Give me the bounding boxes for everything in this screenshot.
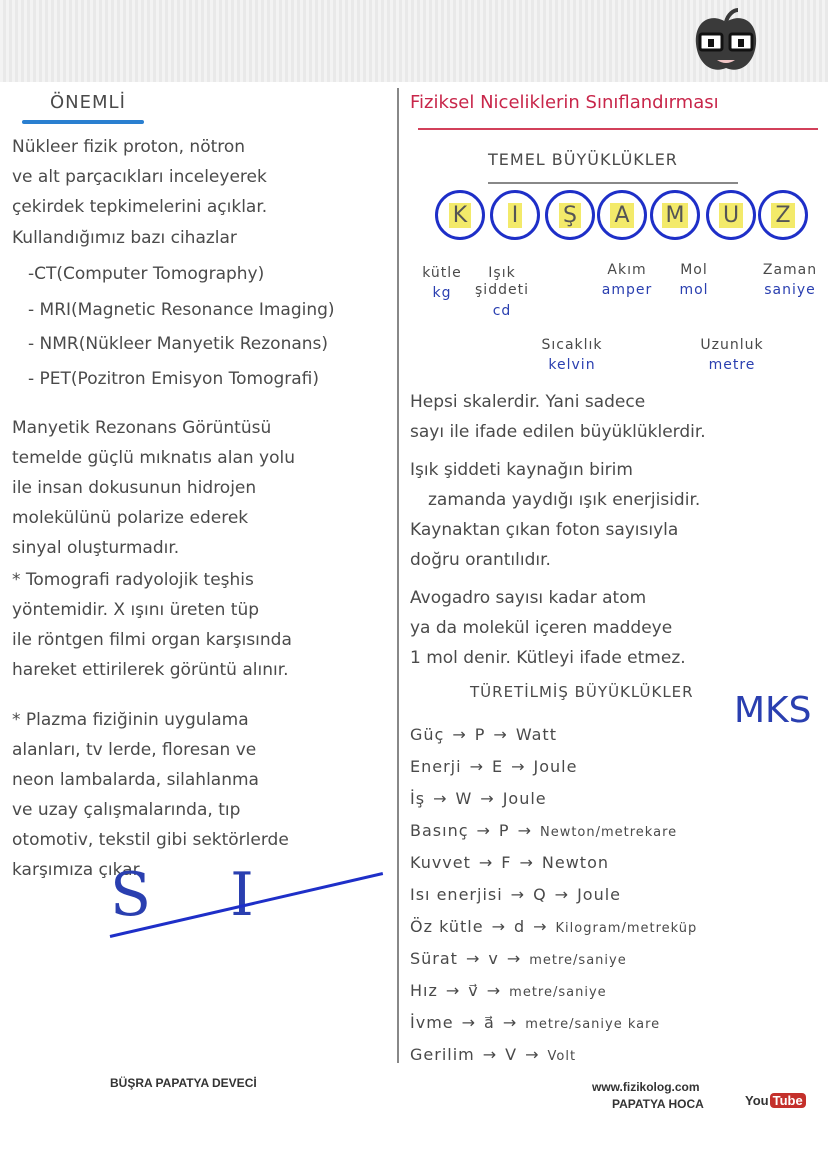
letter: I xyxy=(508,203,523,228)
left-text-line: alanları, tv lerde, floresan ve xyxy=(12,740,257,760)
arrow-icon: → xyxy=(506,949,522,968)
arrow-icon: → xyxy=(533,917,548,936)
letter: U xyxy=(719,203,743,228)
arrow-icon: → xyxy=(554,885,570,904)
left-text-line: Nükleer fizik proton, nötron xyxy=(12,137,246,157)
arrow-icon: → xyxy=(517,821,532,840)
quantity-unit: Watt xyxy=(515,725,557,744)
kisamuz-letter-circle xyxy=(435,190,485,240)
left-text-line: ve uzay çalışmalarında, tıp xyxy=(12,800,241,820)
temel-title: TEMEL BÜYÜKLÜKLER xyxy=(488,150,678,169)
left-text-line: otomotiv, tekstil gibi sektörlerde xyxy=(12,830,289,850)
left-text-line: sinyal oluşturmadır. xyxy=(12,538,180,558)
quantity-name: İvme xyxy=(410,1013,454,1032)
quantity-unit: Joule xyxy=(577,885,622,904)
note-line: Işık şiddeti kaynağın birim xyxy=(410,460,633,480)
arrow-icon: → xyxy=(461,1013,477,1032)
quantity-unit: saniye xyxy=(764,282,816,298)
derived-quantity-row xyxy=(410,917,697,936)
arrow-icon: → xyxy=(465,949,481,968)
youtube-you-text: You xyxy=(745,1093,769,1108)
quantity-unit: metre xyxy=(708,357,756,373)
note-line: 1 mol denir. Kütleyi ifade etmez. xyxy=(410,648,686,668)
quantity-name: Işık şiddeti xyxy=(475,265,529,298)
left-text-line: hareket ettirilerek görüntü alınır. xyxy=(12,660,289,680)
arrow-icon: → xyxy=(491,917,506,936)
note-line: Hepsi skalerdir. Yani sadece xyxy=(410,392,646,412)
quantity-name: Basınç xyxy=(410,821,469,840)
quantity-name: Güç xyxy=(410,725,445,744)
quantity-name: Zaman xyxy=(762,262,818,278)
youtube-logo-icon[interactable] xyxy=(745,1093,806,1108)
quantity-unit: mol xyxy=(679,282,709,298)
quantity-unit: Kilogram/metreküp xyxy=(555,921,698,936)
left-text-line: ile röntgen filmi organ karşısında xyxy=(12,630,292,650)
quantity-unit: Newton xyxy=(541,853,610,872)
left-text-line: çekirdek tepkimelerini açıklar. xyxy=(12,197,268,217)
apple-glasses-logo-icon xyxy=(690,8,762,76)
arrow-icon: → xyxy=(502,1013,518,1032)
note-line: doğru orantılıdır. xyxy=(410,550,551,570)
arrow-icon: → xyxy=(480,789,495,808)
left-text-line: - NMR(Nükleer Manyetik Rezonans) xyxy=(28,334,329,354)
quantity-symbol: P xyxy=(498,821,510,840)
note-line: Avogadro sayısı kadar atom xyxy=(410,588,647,608)
arrow-icon: → xyxy=(445,981,461,1000)
temel-underline xyxy=(488,182,738,184)
quantity-name: Akım xyxy=(607,262,647,278)
derived-quantity-row xyxy=(410,981,607,1000)
note-line: zamanda yaydığı ışık enerjisidir. xyxy=(428,490,701,510)
letter: M xyxy=(662,203,689,228)
derived-quantity-row xyxy=(410,757,577,776)
quantity-unit: Volt xyxy=(547,1049,577,1064)
derived-quantity-row xyxy=(410,885,621,904)
quantity-name: Isı enerjisi xyxy=(410,885,503,904)
quantity-name: Uzunluk xyxy=(700,337,764,353)
left-text-line: yöntemidir. X ışını üreten tüp xyxy=(12,600,260,620)
letter: A xyxy=(610,203,633,228)
left-text-line: ile insan dokusunun hidrojen xyxy=(12,478,257,498)
column-divider xyxy=(397,88,399,1063)
left-text-line: ve alt parçacıkları inceleyerek xyxy=(12,167,267,187)
derived-quantity-row xyxy=(410,1045,576,1064)
quantity-unit: kelvin xyxy=(548,357,596,373)
author-name: BÜŞRA PAPATYA DEVECİ xyxy=(110,1076,257,1090)
left-text-line: - MRI(Magnetic Resonance Imaging) xyxy=(28,300,335,320)
letter: K xyxy=(449,203,471,228)
kisamuz-letter-circle xyxy=(706,190,756,240)
site-link[interactable]: www.fizikolog.com xyxy=(592,1080,700,1094)
kisamuz-letter-circle xyxy=(758,190,808,240)
arrow-icon: → xyxy=(482,1045,498,1064)
quantity-symbol: E xyxy=(491,757,504,776)
kisamuz-letter-circle xyxy=(490,190,540,240)
left-text-line: - PET(Pozitron Emisyon Tomografi) xyxy=(28,369,320,389)
arrow-icon: → xyxy=(519,853,534,872)
quantity-name: Kuvvet xyxy=(410,853,471,872)
left-text-line: karşımıza çıkar. xyxy=(12,860,144,880)
quantity-symbol: v xyxy=(488,949,499,968)
kisamuz-letter-circle xyxy=(650,190,700,240)
youtube-tube-text: Tube xyxy=(770,1093,806,1108)
quantity-symbol: a⃗ xyxy=(484,1013,495,1032)
kisamuz-letter-circle xyxy=(545,190,595,240)
left-text-line: * Plazma fiziğinin uygulama xyxy=(12,710,249,730)
kisamuz-letter-circle xyxy=(597,190,647,240)
derived-quantity-row xyxy=(410,1013,660,1032)
quantity-unit: Joule xyxy=(533,757,578,776)
quantity-symbol: v⃗ xyxy=(468,981,479,1000)
derived-quantity-row xyxy=(410,821,677,840)
turetilmis-title: TÜRETİLMİŞ BÜYÜKLÜKLER xyxy=(470,683,694,701)
derived-quantity-row xyxy=(410,789,547,808)
quantity-unit: Joule xyxy=(502,789,547,808)
quantity-unit: metre/saniye xyxy=(509,985,607,1000)
arrow-icon: → xyxy=(478,853,494,872)
arrow-icon: → xyxy=(469,757,484,776)
left-text-line: molekülünü polarize ederek xyxy=(12,508,249,528)
quantity-name: Enerji xyxy=(410,757,462,776)
quantity-unit: metre/saniye xyxy=(529,953,627,968)
quantity-unit: kg xyxy=(432,285,452,301)
left-text-line: Kullandığımız bazı cihazlar xyxy=(12,228,237,248)
arrow-icon: → xyxy=(476,821,491,840)
quantity-unit: amper xyxy=(601,282,653,298)
si-annotation: S I xyxy=(110,860,284,930)
quantity-unit: metre/saniye kare xyxy=(525,1017,661,1032)
arrow-icon: → xyxy=(452,725,467,744)
derived-quantity-row xyxy=(410,853,609,872)
derived-quantity-row xyxy=(410,725,557,744)
quantity-name: Sıcaklık xyxy=(541,337,603,353)
arrow-icon: → xyxy=(493,725,508,744)
quantity-symbol: F xyxy=(501,853,512,872)
brand-name: PAPATYA HOCA xyxy=(612,1097,704,1111)
quantity-symbol: V xyxy=(505,1045,518,1064)
left-text-line: Manyetik Rezonans Görüntüsü xyxy=(12,418,272,438)
arrow-icon: → xyxy=(511,757,526,776)
note-line: Kaynaktan çıkan foton sayısıyla xyxy=(410,520,679,540)
heading-underline xyxy=(22,120,144,124)
quantity-symbol: Q xyxy=(533,885,547,904)
letter: Z xyxy=(771,203,794,228)
note-line: ya da molekül içeren maddeye xyxy=(410,618,673,638)
left-text-line: neon lambalarda, silahlanma xyxy=(12,770,259,790)
quantity-unit: Newton/metrekare xyxy=(539,825,678,840)
letter: Ş xyxy=(559,203,581,228)
quantity-name: Gerilim xyxy=(410,1045,475,1064)
quantity-name: Mol xyxy=(680,262,708,278)
quantity-name: Öz kütle xyxy=(410,917,484,936)
left-text-line: -CT(Computer Tomography) xyxy=(28,264,265,284)
page-title: Fiziksel Niceliklerin Sınıflandırması xyxy=(410,92,719,113)
left-text-line: * Tomografi radyolojik teşhis xyxy=(12,570,254,590)
arrow-icon: → xyxy=(510,885,526,904)
derived-quantity-row xyxy=(410,949,627,968)
left-text-line: temelde güçlü mıknatıs alan yolu xyxy=(12,448,295,468)
quantity-name: kütle xyxy=(422,265,462,281)
quantity-symbol: W xyxy=(455,789,473,808)
mks-annotation: MKS xyxy=(734,690,812,731)
quantity-name: İş xyxy=(410,789,426,808)
quantity-symbol: d xyxy=(513,917,526,936)
onemli-heading: ÖNEMLİ xyxy=(50,92,126,113)
quantity-name: Hız xyxy=(410,981,438,1000)
arrow-icon: → xyxy=(433,789,448,808)
arrow-icon: → xyxy=(525,1045,540,1064)
quantity-symbol: P xyxy=(474,725,486,744)
arrow-icon: → xyxy=(486,981,502,1000)
quantity-unit: cd xyxy=(492,303,512,319)
title-underline xyxy=(418,128,818,130)
quantity-name: Sürat xyxy=(410,949,458,968)
note-line: sayı ile ifade edilen büyüklüklerdir. xyxy=(410,422,706,442)
